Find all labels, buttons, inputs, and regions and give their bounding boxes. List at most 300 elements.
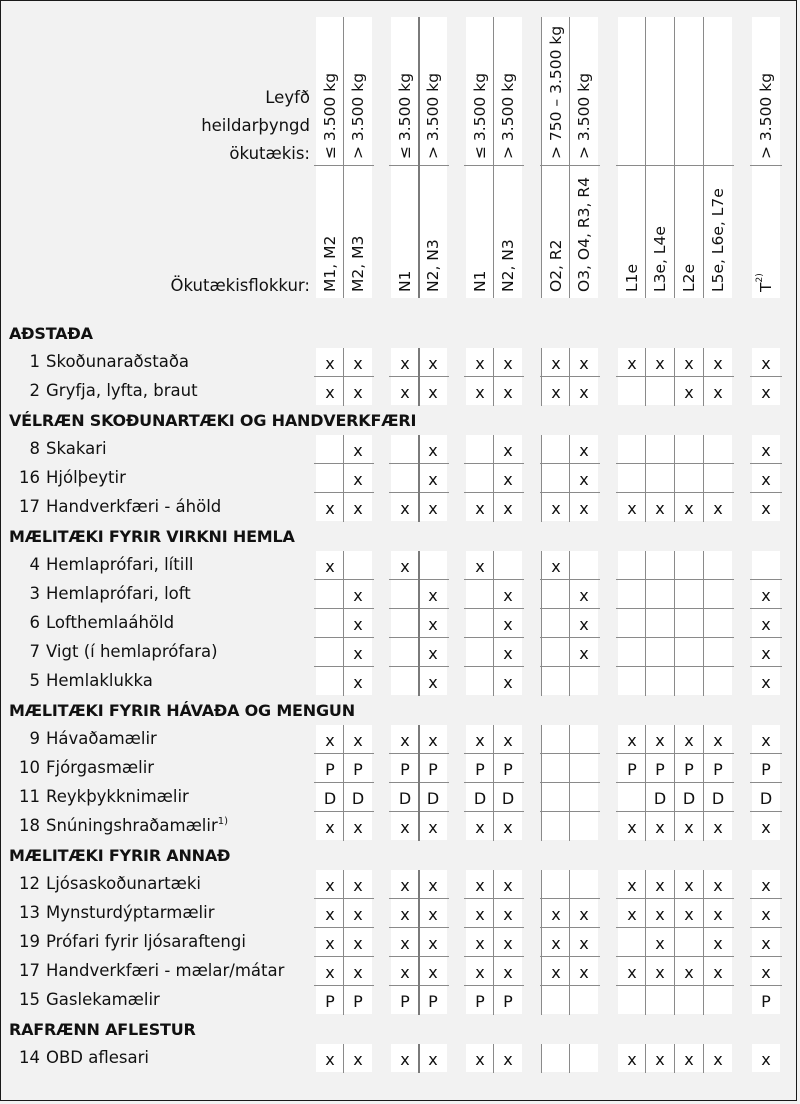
row-label [46,555,194,574]
column-divider [674,1044,675,1073]
table-cell: x [494,377,522,405]
table-cell: x [752,464,780,492]
table-cell: x [752,870,780,898]
table-cell [646,580,674,608]
row-label [46,932,246,951]
category-text: O3, O4, R3, R4 [575,177,593,292]
category-text: O2, R2 [547,239,565,292]
column-category-header [570,166,598,298]
column-category-label [547,239,565,292]
table-cell: x [752,580,780,608]
section-title: MÆLITÆKI FYRIR HÁVAÐA OG MENGUN [9,701,355,720]
table-cell [752,551,780,579]
table-cell: x [344,348,372,376]
table-cell: x [675,870,703,898]
table-cell: x [570,377,598,405]
table-cell: x [419,580,447,608]
column-divider [343,435,344,522]
column-category-header [494,166,522,298]
column-category-label [680,264,698,292]
category-text: L3e, L4e [651,226,669,292]
section-title: VÉLRÆN SKOÐUNARTÆKI OG HANDVERKFÆRI [9,411,417,430]
table-cell [542,638,570,666]
table-cell: x [704,928,732,956]
table-cell: x [675,957,703,985]
column-category-header [344,166,372,298]
table-cell [704,580,732,608]
section-title: MÆLITÆKI FYRIR VIRKNI HEMLA [9,527,295,546]
row-label [46,961,284,980]
table-cell [316,638,344,666]
row-label-text: Hávaðamælir [46,729,157,748]
table-cell: D [316,783,344,811]
section-title: RAFRÆNN AFLESTUR [9,1020,196,1039]
row-number: 6 [29,613,40,632]
column-weight-label: ≤ 3.500 kg [321,72,339,159]
table-cell: x [316,957,344,985]
table-cell: x [752,667,780,695]
table-cell [675,986,703,1014]
table-cell: x [752,812,780,840]
row-number: 15 [19,990,40,1009]
column-weight-header [542,17,570,165]
table-cell [675,464,703,492]
row-number: 18 [19,816,40,835]
table-cell: x [704,377,732,405]
table-cell: x [570,609,598,637]
table-cell: x [419,812,447,840]
table-cell: P [419,754,447,782]
row-label-text: OBD aflesari [46,1048,149,1067]
row-label [46,642,218,661]
table-cell: x [391,812,419,840]
row-label-text: Handverkfæri - mælar/mátar [46,961,285,980]
column-divider [674,725,675,841]
column-divider [569,551,570,696]
table-cell: x [752,1044,780,1072]
table-cell: x [391,493,419,521]
table-cell: x [675,812,703,840]
category-text: N2, N3 [424,239,442,292]
table-cell: x [419,348,447,376]
table-cell: x [570,348,598,376]
weight-label-line: Leyfð [265,88,310,107]
table-cell: x [704,1044,732,1072]
table-cell [646,609,674,637]
row-label [46,468,126,487]
table-cell: x [704,812,732,840]
column-category-header [466,166,494,298]
column-weight-header [419,17,447,165]
table-cell: D [466,783,494,811]
row-number: 13 [19,903,40,922]
row-label [46,439,107,458]
table-cell [391,667,419,695]
category-header-label: Ökutækisflokkur: [170,276,310,295]
table-cell [618,551,646,579]
table-cell [675,609,703,637]
table-cell: x [494,580,522,608]
table-cell [570,667,598,695]
column-divider [645,551,646,696]
table-cell [675,928,703,956]
table-cell [391,435,419,463]
table-cell: x [316,812,344,840]
column-weight-label: > 3.500 kg [349,72,367,159]
table-cell: P [752,754,780,782]
table-cell: x [570,493,598,521]
group-left-border [541,435,542,522]
table-cell: D [646,783,674,811]
row-label-text: Skakari [46,439,107,458]
column-divider [493,870,494,1015]
row-number: 8 [29,439,40,458]
table-cell [618,377,646,405]
table-cell [704,551,732,579]
table-cell: x [494,1044,522,1072]
category-text: L5e, L6e, L7e [709,188,727,292]
column-divider [493,725,494,841]
table-cell: x [344,1044,372,1072]
table-cell: x [752,377,780,405]
table-cell: x [494,435,522,463]
table-cell: P [494,986,522,1014]
table-cell: D [391,783,419,811]
table-cell: x [542,377,570,405]
column-divider [343,348,344,406]
table-cell: x [466,870,494,898]
table-cell: x [466,348,494,376]
table-cell: x [646,957,674,985]
table-cell [466,667,494,695]
column-weight-label: ≤ 3.500 kg [396,72,414,159]
table-cell: x [344,580,372,608]
table-cell [542,725,570,753]
category-text: N1 [396,270,414,292]
row-number: 16 [19,468,40,487]
table-cell: x [344,493,372,521]
table-cell: x [316,493,344,521]
column-divider [493,1044,494,1073]
table-cell: x [466,812,494,840]
category-text: M1, M2 [321,235,339,292]
table-cell [618,435,646,463]
column-weight-header [391,17,419,165]
column-category-label [396,271,414,292]
table-cell: x [675,377,703,405]
column-divider [343,1044,344,1073]
row-label [46,381,198,400]
table-cell: x [646,493,674,521]
table-cell: x [542,957,570,985]
column-weight-label: > 750 – 3.500 kg [547,25,565,159]
table-cell: x [316,551,344,579]
column-weight-header [675,17,703,165]
column-divider [418,435,420,522]
table-cell: x [419,725,447,753]
column-weight-label: > 3.500 kg [757,72,775,159]
table-cell [618,464,646,492]
table-cell: x [542,928,570,956]
table-cell: P [675,754,703,782]
table-cell: x [752,493,780,521]
column-divider [418,1044,420,1073]
table-cell [542,812,570,840]
column-weight-header [466,17,494,165]
column-divider [493,17,494,298]
table-cell [618,928,646,956]
group-left-border [541,348,542,406]
row-label [46,990,160,1009]
column-category-label [349,236,367,292]
column-divider [703,435,704,522]
table-cell: x [419,957,447,985]
table-cell [618,783,646,811]
column-divider [645,725,646,841]
column-category-label [623,264,641,292]
column-divider [703,551,704,696]
table-cell: x [419,377,447,405]
table-cell: x [542,551,570,579]
row-label-text: Handverkfæri - áhöld [46,497,222,516]
row-number: 9 [29,729,40,748]
row-number: 4 [29,555,40,574]
table-cell [391,580,419,608]
table-cell: P [344,754,372,782]
table-cell [542,986,570,1014]
table-cell: x [618,957,646,985]
column-category-header [675,166,703,298]
table-cell: x [752,957,780,985]
column-category-label [575,177,593,292]
table-cell [542,783,570,811]
group-left-border [541,551,542,696]
column-divider [343,551,344,696]
table-cell: x [344,667,372,695]
column-weight-label: > 3.500 kg [499,72,517,159]
column-divider [493,348,494,406]
header-divider [750,165,782,166]
footnote-marker: 2) [755,273,765,283]
table-cell: x [494,609,522,637]
table-cell: x [419,464,447,492]
column-category-header [419,166,447,298]
table-cell [618,667,646,695]
row-number: 19 [19,932,40,951]
table-cell [646,551,674,579]
column-divider [674,17,675,298]
column-divider [418,870,420,1015]
row-label [46,729,157,748]
column-weight-header [494,17,522,165]
row-label-text: Hemlaklukka [46,671,153,690]
table-cell [675,551,703,579]
row-label-text: Vigt (í hemlaprófara) [46,642,218,661]
group-left-border [541,870,542,1015]
table-cell: x [494,725,522,753]
row-label-text: Hjólþeytir [46,468,126,487]
column-divider [569,17,570,298]
column-weight-header [752,17,780,165]
column-divider [645,435,646,522]
table-cell: x [466,1044,494,1072]
table-cell: D [752,783,780,811]
table-cell: x [752,435,780,463]
table-cell: x [570,928,598,956]
table-cell: x [675,493,703,521]
table-cell: x [704,348,732,376]
table-cell: x [646,928,674,956]
row-label-text: Hemlaprófari, loft [46,584,191,603]
table-cell: x [646,899,674,927]
table-cell: x [316,870,344,898]
row-number: 7 [29,642,40,661]
table-cell: D [675,783,703,811]
column-divider [645,348,646,406]
column-category-label [321,236,339,292]
row-number: 3 [29,584,40,603]
table-cell: x [466,899,494,927]
category-text: M2, M3 [349,235,367,292]
row-label-text: Gryfja, lyfta, braut [46,381,198,400]
table-cell [646,986,674,1014]
table-cell [646,638,674,666]
table-cell: x [419,609,447,637]
table-cell: D [419,783,447,811]
column-divider [703,1044,704,1073]
section-title: MÆLITÆKI FYRIR ANNAÐ [9,846,231,865]
table-cell: x [494,928,522,956]
column-weight-header [570,17,598,165]
table-cell: x [646,812,674,840]
footnote-marker: 1) [217,816,229,827]
table-cell [344,551,372,579]
table-cell: P [646,754,674,782]
column-divider [343,725,344,841]
column-divider [645,17,646,298]
table-cell: x [344,957,372,985]
row-label-text: Hemlaprófari, lítill [46,555,194,574]
column-weight-label: > 3.500 kg [424,72,442,159]
table-cell: x [316,377,344,405]
table-cell [316,464,344,492]
row-label-text: Prófari fyrir ljósaraftengi [46,932,246,951]
row-label [46,671,153,690]
table-cell: P [466,754,494,782]
column-divider [343,17,344,298]
table-cell [618,986,646,1014]
table-cell: x [618,493,646,521]
table-cell [542,870,570,898]
table-cell: P [494,754,522,782]
column-divider [343,870,344,1015]
table-cell [570,812,598,840]
table-cell: x [391,928,419,956]
row-number: 14 [19,1048,40,1067]
row-label-text: Lofthemlaáhöld [46,613,175,632]
table-cell: x [419,493,447,521]
table-cell [466,609,494,637]
table-cell [646,435,674,463]
category-text: N2, N3 [499,239,517,292]
column-divider [569,870,570,1015]
column-divider [569,435,570,522]
table-cell [570,986,598,1014]
column-divider [418,551,420,696]
table-cell: x [419,435,447,463]
row-label-text: Snúningshraðamælir [46,816,218,835]
table-cell [570,1044,598,1072]
table-cell: x [344,435,372,463]
column-category-header [618,166,646,298]
table-cell [675,435,703,463]
table-cell: x [391,899,419,927]
table-cell [542,464,570,492]
table-cell: x [752,725,780,753]
table-cell: x [618,812,646,840]
table-cell: x [344,725,372,753]
column-divider [703,725,704,841]
table-cell: x [494,638,522,666]
table-cell [618,609,646,637]
table-cell: x [419,638,447,666]
column-divider [418,725,420,841]
table-cell: x [752,928,780,956]
table-cell: x [316,725,344,753]
table-cell: x [494,870,522,898]
table-cell: x [494,348,522,376]
table-cell [466,435,494,463]
column-divider [674,348,675,406]
column-divider [645,1044,646,1073]
row-number: 5 [29,671,40,690]
table-cell: D [704,783,732,811]
row-label-text: Fjórgasmælir [46,758,155,777]
column-category-header [391,166,419,298]
table-cell: x [316,928,344,956]
group-left-border [541,17,542,298]
column-category-header [542,166,570,298]
row-number: 12 [19,874,40,893]
row-label [46,497,221,516]
table-cell [542,609,570,637]
table-cell: x [494,493,522,521]
table-cell [646,667,674,695]
table-cell: x [618,348,646,376]
table-cell: x [466,725,494,753]
row-label [46,787,189,806]
table-cell: P [316,754,344,782]
weight-label-line: heildarþyngd [201,116,310,135]
column-category-label [709,188,727,292]
table-cell [675,580,703,608]
table-cell: x [542,493,570,521]
column-divider [569,348,570,406]
table-cell: x [570,957,598,985]
column-weight-header [646,17,674,165]
table-cell [391,638,419,666]
header-divider [464,165,524,166]
column-divider [703,870,704,1015]
column-divider [569,1044,570,1073]
table-cell: x [316,899,344,927]
table-cell [542,580,570,608]
table-cell: x [419,899,447,927]
row-label [46,903,215,922]
column-divider [418,348,420,406]
column-divider [569,725,570,841]
row-label-text: Reykþykknimælir [46,787,189,806]
